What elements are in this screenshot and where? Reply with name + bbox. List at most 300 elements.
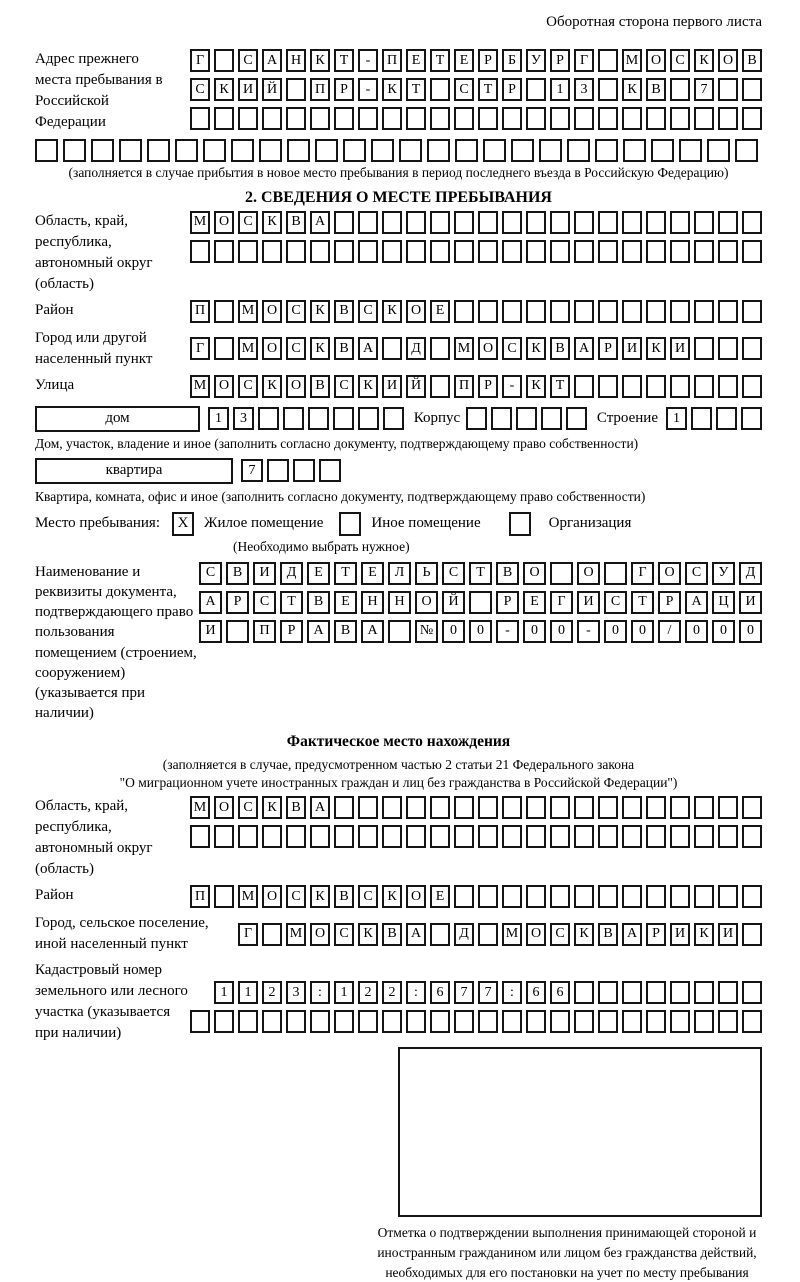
char-cell[interactable]: В bbox=[598, 923, 618, 946]
char-cell[interactable] bbox=[694, 1010, 714, 1033]
char-cell[interactable]: О bbox=[577, 562, 600, 585]
char-cell[interactable]: Ц bbox=[712, 591, 735, 614]
char-cell[interactable] bbox=[741, 407, 762, 430]
char-cell[interactable] bbox=[574, 240, 594, 263]
char-cell[interactable] bbox=[382, 796, 402, 819]
char-cell[interactable] bbox=[598, 211, 618, 234]
char-cell[interactable] bbox=[670, 300, 690, 323]
char-cell[interactable] bbox=[319, 459, 341, 482]
char-cell[interactable] bbox=[511, 139, 534, 162]
char-cell[interactable] bbox=[735, 139, 758, 162]
char-cell[interactable] bbox=[454, 107, 474, 130]
char-cell[interactable] bbox=[574, 796, 594, 819]
char-cell[interactable] bbox=[478, 240, 498, 263]
char-cell[interactable]: 6 bbox=[430, 981, 450, 1004]
char-cell[interactable] bbox=[622, 240, 642, 263]
char-cell[interactable] bbox=[214, 49, 234, 72]
char-cell[interactable] bbox=[310, 825, 330, 848]
char-cell[interactable] bbox=[454, 300, 474, 323]
char-cell[interactable]: Г bbox=[574, 49, 594, 72]
char-cell[interactable] bbox=[190, 825, 210, 848]
char-cell[interactable]: Е bbox=[430, 885, 450, 908]
char-cell[interactable]: О bbox=[478, 337, 498, 360]
char-cell[interactable]: О bbox=[286, 375, 306, 398]
char-cell[interactable] bbox=[707, 139, 730, 162]
char-cell[interactable]: И bbox=[739, 591, 762, 614]
char-cell[interactable] bbox=[541, 407, 562, 430]
char-cell[interactable]: Н bbox=[286, 49, 306, 72]
char-cell[interactable]: О bbox=[310, 923, 330, 946]
char-cell[interactable] bbox=[742, 796, 762, 819]
char-cell[interactable]: М bbox=[190, 796, 210, 819]
char-cell[interactable] bbox=[718, 78, 738, 101]
char-cell[interactable] bbox=[622, 885, 642, 908]
char-cell[interactable] bbox=[406, 211, 426, 234]
char-cell[interactable]: 3 bbox=[286, 981, 306, 1004]
char-cell[interactable]: М bbox=[238, 337, 258, 360]
char-cell[interactable]: В bbox=[496, 562, 519, 585]
char-cell[interactable] bbox=[623, 139, 646, 162]
char-cell[interactable] bbox=[718, 825, 738, 848]
char-cell[interactable]: С bbox=[253, 591, 276, 614]
char-cell[interactable] bbox=[383, 407, 404, 430]
char-cell[interactable]: Й bbox=[406, 375, 426, 398]
organizatsiya-checkbox[interactable] bbox=[509, 512, 531, 536]
char-cell[interactable]: К bbox=[622, 78, 642, 101]
char-cell[interactable]: К bbox=[382, 885, 402, 908]
char-cell[interactable]: Е bbox=[430, 300, 450, 323]
char-cell[interactable] bbox=[598, 78, 618, 101]
char-cell[interactable]: К bbox=[526, 337, 546, 360]
char-cell[interactable] bbox=[203, 139, 226, 162]
char-cell[interactable] bbox=[226, 620, 249, 643]
char-cell[interactable] bbox=[670, 240, 690, 263]
char-cell[interactable] bbox=[399, 139, 422, 162]
char-cell[interactable] bbox=[293, 459, 315, 482]
char-cell[interactable]: Р bbox=[226, 591, 249, 614]
char-cell[interactable]: Р bbox=[550, 49, 570, 72]
char-cell[interactable] bbox=[742, 211, 762, 234]
char-cell[interactable]: С bbox=[604, 591, 627, 614]
char-cell[interactable]: К bbox=[382, 78, 402, 101]
char-cell[interactable] bbox=[358, 211, 378, 234]
kvartira-box[interactable]: квартира bbox=[35, 458, 233, 484]
char-cell[interactable] bbox=[430, 923, 450, 946]
char-cell[interactable]: Д bbox=[454, 923, 474, 946]
char-cell[interactable]: О bbox=[523, 562, 546, 585]
char-cell[interactable] bbox=[516, 407, 537, 430]
char-cell[interactable]: И bbox=[238, 78, 258, 101]
char-cell[interactable]: У bbox=[526, 49, 546, 72]
char-cell[interactable]: О bbox=[415, 591, 438, 614]
char-cell[interactable] bbox=[502, 796, 522, 819]
char-cell[interactable]: М bbox=[238, 885, 258, 908]
char-cell[interactable]: Н bbox=[361, 591, 384, 614]
char-cell[interactable]: К bbox=[262, 211, 282, 234]
char-cell[interactable] bbox=[483, 139, 506, 162]
char-cell[interactable] bbox=[742, 1010, 762, 1033]
char-cell[interactable] bbox=[238, 825, 258, 848]
char-cell[interactable]: Г bbox=[190, 49, 210, 72]
char-cell[interactable] bbox=[598, 240, 618, 263]
char-cell[interactable] bbox=[526, 240, 546, 263]
char-cell[interactable]: К bbox=[310, 885, 330, 908]
char-cell[interactable] bbox=[718, 240, 738, 263]
char-cell[interactable]: Е bbox=[454, 49, 474, 72]
char-cell[interactable] bbox=[454, 885, 474, 908]
char-cell[interactable]: И bbox=[622, 337, 642, 360]
char-cell[interactable]: Г bbox=[190, 337, 210, 360]
char-cell[interactable] bbox=[622, 300, 642, 323]
char-cell[interactable]: 2 bbox=[262, 981, 282, 1004]
char-cell[interactable]: К bbox=[358, 923, 378, 946]
char-cell[interactable]: Р bbox=[598, 337, 618, 360]
char-cell[interactable] bbox=[358, 796, 378, 819]
char-cell[interactable] bbox=[670, 981, 690, 1004]
char-cell[interactable] bbox=[526, 885, 546, 908]
char-cell[interactable] bbox=[478, 796, 498, 819]
char-cell[interactable]: : bbox=[406, 981, 426, 1004]
char-cell[interactable]: Н bbox=[388, 591, 411, 614]
char-cell[interactable] bbox=[283, 407, 304, 430]
char-cell[interactable] bbox=[119, 139, 142, 162]
char-cell[interactable] bbox=[454, 240, 474, 263]
char-cell[interactable]: Г bbox=[238, 923, 258, 946]
char-cell[interactable]: Е bbox=[334, 591, 357, 614]
char-cell[interactable]: И bbox=[253, 562, 276, 585]
char-cell[interactable]: Р bbox=[334, 78, 354, 101]
char-cell[interactable]: 1 bbox=[208, 407, 229, 430]
char-cell[interactable] bbox=[406, 825, 426, 848]
char-cell[interactable]: О bbox=[262, 300, 282, 323]
char-cell[interactable]: О bbox=[214, 211, 234, 234]
char-cell[interactable] bbox=[334, 240, 354, 263]
char-cell[interactable] bbox=[598, 1010, 618, 1033]
char-cell[interactable] bbox=[574, 885, 594, 908]
char-cell[interactable] bbox=[526, 78, 546, 101]
char-cell[interactable] bbox=[286, 107, 306, 130]
char-cell[interactable]: А bbox=[622, 923, 642, 946]
char-cell[interactable]: С bbox=[358, 885, 378, 908]
char-cell[interactable] bbox=[214, 885, 234, 908]
char-cell[interactable] bbox=[502, 885, 522, 908]
char-cell[interactable] bbox=[430, 1010, 450, 1033]
char-cell[interactable] bbox=[718, 337, 738, 360]
char-cell[interactable] bbox=[718, 375, 738, 398]
char-cell[interactable]: Р bbox=[280, 620, 303, 643]
char-cell[interactable]: Л bbox=[388, 562, 411, 585]
char-cell[interactable] bbox=[742, 78, 762, 101]
char-cell[interactable]: Р bbox=[658, 591, 681, 614]
char-cell[interactable]: П bbox=[253, 620, 276, 643]
char-cell[interactable] bbox=[646, 885, 666, 908]
char-cell[interactable]: К bbox=[262, 796, 282, 819]
char-cell[interactable]: К bbox=[214, 78, 234, 101]
char-cell[interactable]: А bbox=[310, 211, 330, 234]
char-cell[interactable] bbox=[455, 139, 478, 162]
char-cell[interactable] bbox=[334, 211, 354, 234]
char-cell[interactable] bbox=[694, 240, 714, 263]
char-cell[interactable]: С bbox=[199, 562, 222, 585]
char-cell[interactable]: 0 bbox=[604, 620, 627, 643]
char-cell[interactable]: Е bbox=[361, 562, 384, 585]
char-cell[interactable] bbox=[646, 240, 666, 263]
char-cell[interactable]: А bbox=[358, 337, 378, 360]
char-cell[interactable] bbox=[63, 139, 86, 162]
char-cell[interactable]: П bbox=[190, 300, 210, 323]
char-cell[interactable] bbox=[427, 139, 450, 162]
char-cell[interactable] bbox=[430, 107, 450, 130]
char-cell[interactable] bbox=[742, 300, 762, 323]
char-cell[interactable] bbox=[502, 107, 522, 130]
char-cell[interactable]: К bbox=[574, 923, 594, 946]
char-cell[interactable]: М bbox=[190, 375, 210, 398]
char-cell[interactable] bbox=[670, 107, 690, 130]
char-cell[interactable]: В bbox=[307, 591, 330, 614]
char-cell[interactable]: М bbox=[454, 337, 474, 360]
char-cell[interactable]: 0 bbox=[442, 620, 465, 643]
char-cell[interactable] bbox=[670, 375, 690, 398]
char-cell[interactable]: О bbox=[526, 923, 546, 946]
char-cell[interactable] bbox=[308, 407, 329, 430]
char-cell[interactable]: К bbox=[358, 375, 378, 398]
char-cell[interactable]: К bbox=[310, 300, 330, 323]
char-cell[interactable]: В bbox=[646, 78, 666, 101]
char-cell[interactable] bbox=[550, 796, 570, 819]
char-cell[interactable]: В bbox=[334, 620, 357, 643]
zhiloe-checkbox[interactable]: X bbox=[172, 512, 194, 536]
char-cell[interactable]: У bbox=[712, 562, 735, 585]
char-cell[interactable] bbox=[526, 1010, 546, 1033]
char-cell[interactable] bbox=[574, 300, 594, 323]
char-cell[interactable]: М bbox=[502, 923, 522, 946]
char-cell[interactable] bbox=[286, 240, 306, 263]
char-cell[interactable] bbox=[310, 240, 330, 263]
char-cell[interactable] bbox=[646, 796, 666, 819]
char-cell[interactable] bbox=[310, 107, 330, 130]
char-cell[interactable] bbox=[670, 211, 690, 234]
char-cell[interactable] bbox=[694, 211, 714, 234]
char-cell[interactable] bbox=[526, 107, 546, 130]
char-cell[interactable]: О bbox=[406, 885, 426, 908]
char-cell[interactable] bbox=[502, 300, 522, 323]
char-cell[interactable]: А bbox=[406, 923, 426, 946]
dom-box[interactable]: дом bbox=[35, 406, 200, 432]
char-cell[interactable]: М bbox=[190, 211, 210, 234]
char-cell[interactable] bbox=[574, 107, 594, 130]
char-cell[interactable] bbox=[574, 375, 594, 398]
char-cell[interactable]: К bbox=[262, 375, 282, 398]
char-cell[interactable]: Д bbox=[406, 337, 426, 360]
char-cell[interactable]: 2 bbox=[358, 981, 378, 1004]
char-cell[interactable] bbox=[454, 796, 474, 819]
char-cell[interactable]: В bbox=[334, 300, 354, 323]
char-cell[interactable] bbox=[646, 1010, 666, 1033]
char-cell[interactable]: 6 bbox=[526, 981, 546, 1004]
char-cell[interactable]: С bbox=[238, 375, 258, 398]
char-cell[interactable]: Р bbox=[478, 49, 498, 72]
char-cell[interactable]: В bbox=[226, 562, 249, 585]
char-cell[interactable]: А bbox=[574, 337, 594, 360]
char-cell[interactable] bbox=[646, 981, 666, 1004]
char-cell[interactable] bbox=[262, 107, 282, 130]
char-cell[interactable]: Р bbox=[496, 591, 519, 614]
char-cell[interactable] bbox=[718, 796, 738, 819]
char-cell[interactable]: В bbox=[334, 885, 354, 908]
char-cell[interactable] bbox=[670, 78, 690, 101]
char-cell[interactable] bbox=[382, 1010, 402, 1033]
char-cell[interactable] bbox=[526, 796, 546, 819]
char-cell[interactable]: 0 bbox=[631, 620, 654, 643]
char-cell[interactable]: П bbox=[454, 375, 474, 398]
char-cell[interactable] bbox=[526, 211, 546, 234]
char-cell[interactable]: М bbox=[622, 49, 642, 72]
char-cell[interactable]: О bbox=[262, 885, 282, 908]
char-cell[interactable]: - bbox=[358, 49, 378, 72]
char-cell[interactable] bbox=[478, 300, 498, 323]
char-cell[interactable] bbox=[598, 300, 618, 323]
char-cell[interactable] bbox=[670, 1010, 690, 1033]
char-cell[interactable]: Т bbox=[550, 375, 570, 398]
char-cell[interactable]: С bbox=[358, 300, 378, 323]
char-cell[interactable] bbox=[491, 407, 512, 430]
char-cell[interactable] bbox=[214, 300, 234, 323]
char-cell[interactable]: 0 bbox=[550, 620, 573, 643]
char-cell[interactable] bbox=[742, 981, 762, 1004]
char-cell[interactable]: С bbox=[670, 49, 690, 72]
char-cell[interactable] bbox=[430, 375, 450, 398]
char-cell[interactable] bbox=[358, 407, 379, 430]
char-cell[interactable]: 0 bbox=[523, 620, 546, 643]
char-cell[interactable] bbox=[694, 375, 714, 398]
char-cell[interactable] bbox=[574, 981, 594, 1004]
char-cell[interactable]: Т bbox=[430, 49, 450, 72]
char-cell[interactable] bbox=[694, 796, 714, 819]
char-cell[interactable]: С bbox=[550, 923, 570, 946]
char-cell[interactable]: 3 bbox=[233, 407, 254, 430]
char-cell[interactable]: А bbox=[310, 796, 330, 819]
char-cell[interactable]: С bbox=[454, 78, 474, 101]
char-cell[interactable]: П bbox=[310, 78, 330, 101]
char-cell[interactable]: - bbox=[496, 620, 519, 643]
char-cell[interactable] bbox=[315, 139, 338, 162]
char-cell[interactable]: - bbox=[358, 78, 378, 101]
char-cell[interactable] bbox=[147, 139, 170, 162]
char-cell[interactable]: П bbox=[190, 885, 210, 908]
char-cell[interactable] bbox=[718, 981, 738, 1004]
char-cell[interactable] bbox=[694, 825, 714, 848]
char-cell[interactable] bbox=[214, 240, 234, 263]
char-cell[interactable]: 7 bbox=[694, 78, 714, 101]
char-cell[interactable] bbox=[406, 796, 426, 819]
char-cell[interactable]: : bbox=[502, 981, 522, 1004]
char-cell[interactable] bbox=[742, 240, 762, 263]
char-cell[interactable] bbox=[566, 407, 587, 430]
char-cell[interactable] bbox=[550, 562, 573, 585]
char-cell[interactable]: С bbox=[238, 211, 258, 234]
char-cell[interactable] bbox=[406, 1010, 426, 1033]
char-cell[interactable] bbox=[430, 337, 450, 360]
char-cell[interactable]: М bbox=[238, 300, 258, 323]
char-cell[interactable] bbox=[35, 139, 58, 162]
char-cell[interactable]: В bbox=[286, 796, 306, 819]
char-cell[interactable] bbox=[550, 300, 570, 323]
char-cell[interactable]: 1 bbox=[214, 981, 234, 1004]
char-cell[interactable] bbox=[691, 407, 712, 430]
char-cell[interactable]: К bbox=[646, 337, 666, 360]
char-cell[interactable] bbox=[190, 107, 210, 130]
char-cell[interactable]: К bbox=[382, 300, 402, 323]
char-cell[interactable]: Б bbox=[502, 49, 522, 72]
char-cell[interactable]: С bbox=[685, 562, 708, 585]
char-cell[interactable]: С bbox=[238, 796, 258, 819]
char-cell[interactable] bbox=[238, 1010, 258, 1033]
char-cell[interactable] bbox=[694, 337, 714, 360]
char-cell[interactable]: О bbox=[262, 337, 282, 360]
char-cell[interactable]: А bbox=[307, 620, 330, 643]
char-cell[interactable] bbox=[190, 1010, 210, 1033]
char-cell[interactable] bbox=[382, 211, 402, 234]
char-cell[interactable]: В bbox=[310, 375, 330, 398]
char-cell[interactable] bbox=[478, 923, 498, 946]
char-cell[interactable] bbox=[262, 825, 282, 848]
char-cell[interactable] bbox=[694, 107, 714, 130]
char-cell[interactable] bbox=[430, 825, 450, 848]
char-cell[interactable]: 1 bbox=[550, 78, 570, 101]
char-cell[interactable] bbox=[454, 211, 474, 234]
char-cell[interactable]: : bbox=[310, 981, 330, 1004]
char-cell[interactable] bbox=[262, 923, 282, 946]
char-cell[interactable] bbox=[622, 211, 642, 234]
char-cell[interactable] bbox=[670, 796, 690, 819]
char-cell[interactable] bbox=[382, 240, 402, 263]
char-cell[interactable]: В bbox=[382, 923, 402, 946]
char-cell[interactable] bbox=[259, 139, 282, 162]
char-cell[interactable]: Р bbox=[478, 375, 498, 398]
char-cell[interactable] bbox=[466, 407, 487, 430]
char-cell[interactable]: 0 bbox=[712, 620, 735, 643]
char-cell[interactable]: А bbox=[199, 591, 222, 614]
char-cell[interactable] bbox=[333, 407, 354, 430]
char-cell[interactable] bbox=[454, 1010, 474, 1033]
char-cell[interactable] bbox=[550, 107, 570, 130]
char-cell[interactable]: Е bbox=[406, 49, 426, 72]
char-cell[interactable]: К bbox=[694, 49, 714, 72]
char-cell[interactable]: К bbox=[526, 375, 546, 398]
char-cell[interactable] bbox=[598, 825, 618, 848]
char-cell[interactable] bbox=[91, 139, 114, 162]
char-cell[interactable] bbox=[238, 240, 258, 263]
char-cell[interactable] bbox=[334, 1010, 354, 1033]
char-cell[interactable] bbox=[694, 981, 714, 1004]
char-cell[interactable] bbox=[478, 885, 498, 908]
char-cell[interactable] bbox=[214, 825, 234, 848]
char-cell[interactable]: Т bbox=[334, 49, 354, 72]
char-cell[interactable] bbox=[742, 923, 762, 946]
char-cell[interactable]: С bbox=[442, 562, 465, 585]
char-cell[interactable] bbox=[358, 825, 378, 848]
char-cell[interactable] bbox=[622, 375, 642, 398]
char-cell[interactable] bbox=[646, 375, 666, 398]
char-cell[interactable] bbox=[382, 825, 402, 848]
char-cell[interactable] bbox=[646, 107, 666, 130]
char-cell[interactable] bbox=[670, 825, 690, 848]
char-cell[interactable] bbox=[382, 107, 402, 130]
char-cell[interactable]: Т bbox=[478, 78, 498, 101]
char-cell[interactable]: О bbox=[658, 562, 681, 585]
char-cell[interactable] bbox=[358, 107, 378, 130]
char-cell[interactable]: 2 bbox=[382, 981, 402, 1004]
